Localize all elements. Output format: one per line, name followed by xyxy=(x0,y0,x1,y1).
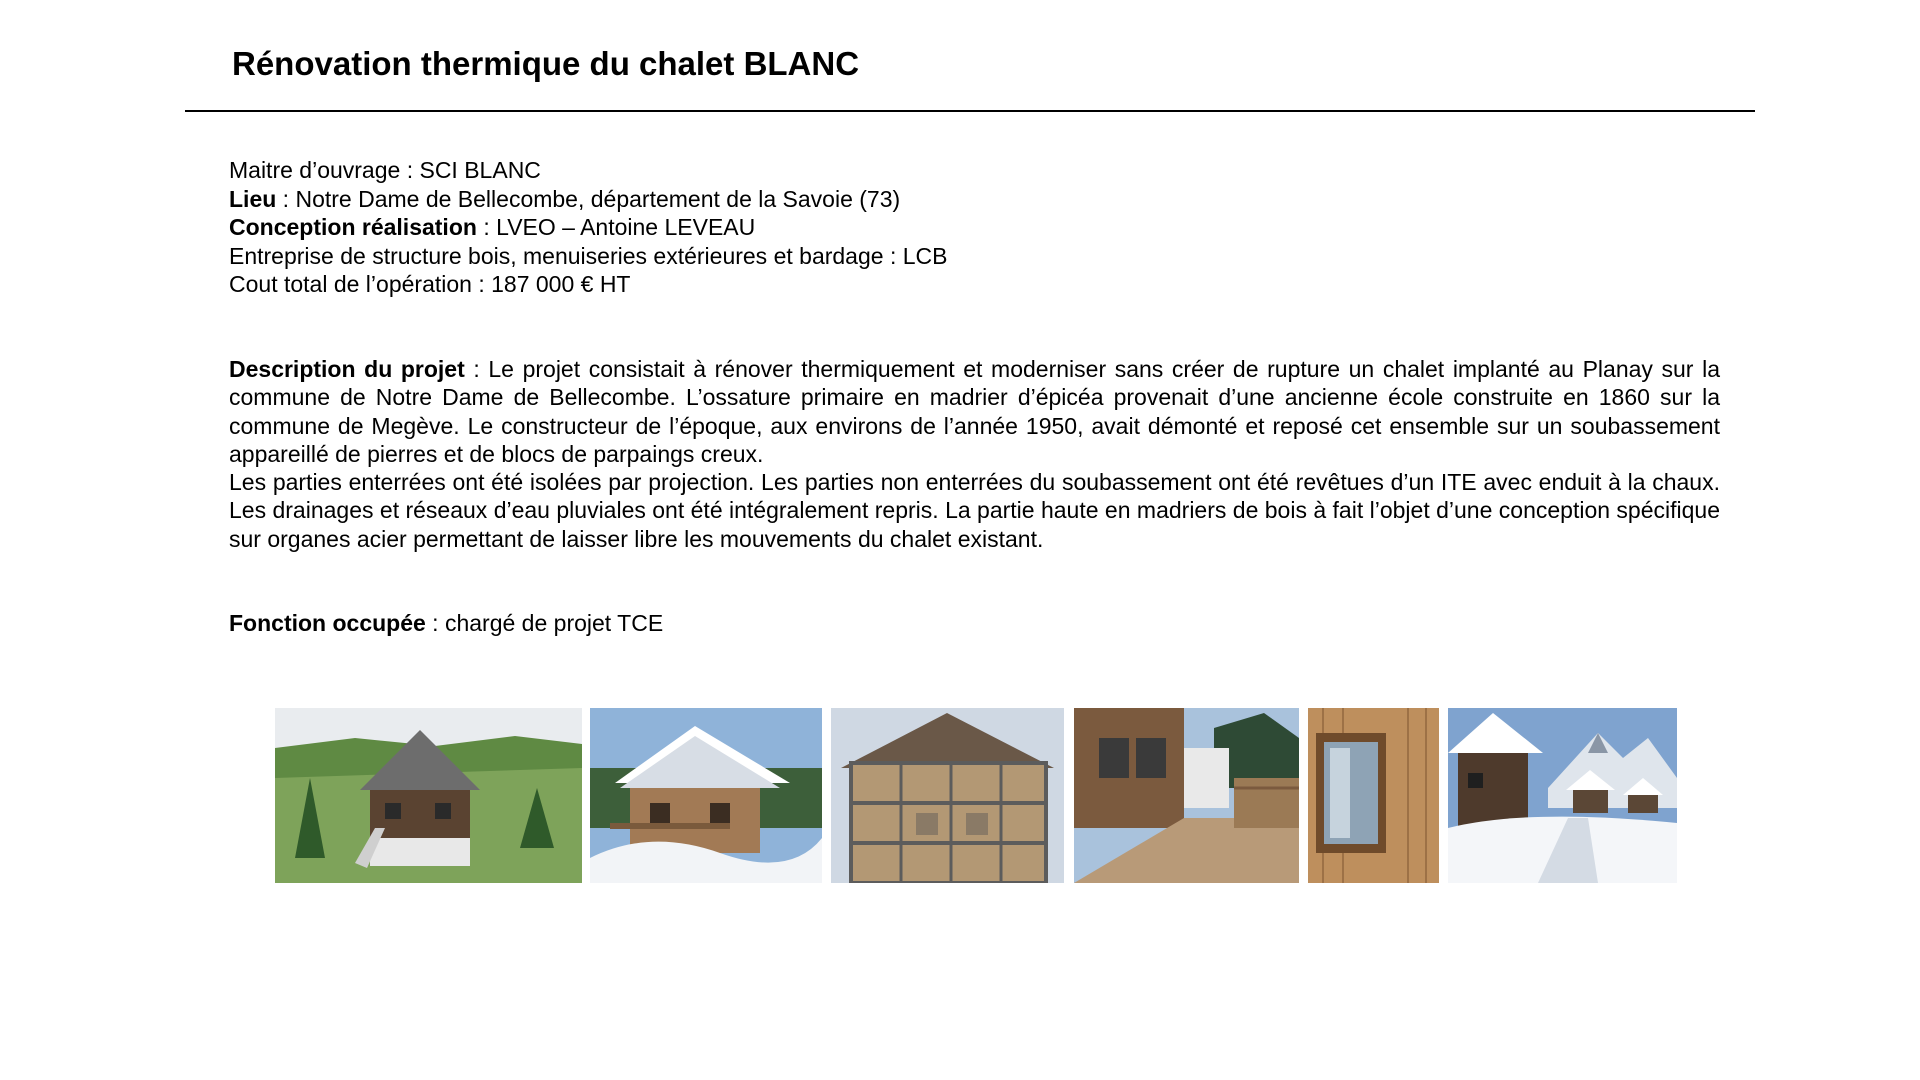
title-divider xyxy=(185,110,1755,112)
fonction-value: chargé de projet TCE xyxy=(444,610,664,636)
lieu-label: Lieu xyxy=(229,185,277,212)
photo-window-detail xyxy=(1308,708,1439,883)
project-info xyxy=(229,156,947,299)
conception-separator: : xyxy=(476,214,497,240)
photo-wooden-terrace xyxy=(1074,708,1299,883)
photo-snowy-village xyxy=(1448,708,1677,883)
lieu-separator: : xyxy=(276,185,296,212)
fonction-line xyxy=(229,609,663,637)
photo-chalet-before xyxy=(275,708,582,883)
page-title: Rénovation thermique du chalet BLANC xyxy=(232,45,860,82)
photo-chalet-scaffolding xyxy=(831,708,1064,883)
lieu-value: Notre Dame de Bellecombe, département de la Savoie (73) xyxy=(295,185,901,212)
maitre-ouvrage-label: Maitre d’ouvrage xyxy=(229,157,401,183)
lieu-line xyxy=(229,185,947,214)
maitre-ouvrage-line xyxy=(229,156,947,185)
description-label: Description du projet xyxy=(229,356,465,382)
conception-label: Conception réalisation xyxy=(229,214,477,240)
description-text-1: Le projet consistait à rénover thermiquement et moderniser sans créer de rupture un chalet implanté au Planay sur la commune de Notre Dame de Bellecombe. L’ossature primaire en madrier d’épicéa provenait d’une ancienne école construite en 1860 sur la commune de Megève. Le constructeur de l’époque, aux environs de l’année 1950, avait démonté et reposé cet ensemble sur un soubassement appareillé de pierres et de blocs de parpaings creux. xyxy=(229,356,1720,467)
conception-value: LVEO – Antoine LEVEAU xyxy=(496,214,756,240)
photo-chalet-snow xyxy=(590,708,822,883)
maitre-ouvrage-separator: : xyxy=(400,157,420,183)
maitre-ouvrage-value: SCI BLANC xyxy=(419,157,541,183)
conception-line xyxy=(229,213,947,242)
entreprise-line: Entreprise de structure bois, menuiseries extérieures et bardage : LCB xyxy=(229,242,948,269)
description-paragraph-2: Les parties enterrées ont été isolées par projection. Les parties non enterrées du soubassement ont été revêtues d’un ITE avec enduit à la chaux. Les drainages et réseaux d’eau pluviales ont été intégralement repris. La partie haute en madriers de bois à fait l’objet d’une conception spécifique sur organes acier permettant de laisser libre les mouvements du chalet existant. xyxy=(229,469,1720,552)
fonction-separator: : xyxy=(425,610,445,636)
cout-line: Cout total de l’opération : 187 000 € HT xyxy=(229,271,631,297)
fonction-label: Fonction occupée xyxy=(229,610,426,636)
project-description xyxy=(229,355,1720,553)
description-separator: : xyxy=(464,356,489,382)
description-paragraph-1 xyxy=(229,355,1720,468)
